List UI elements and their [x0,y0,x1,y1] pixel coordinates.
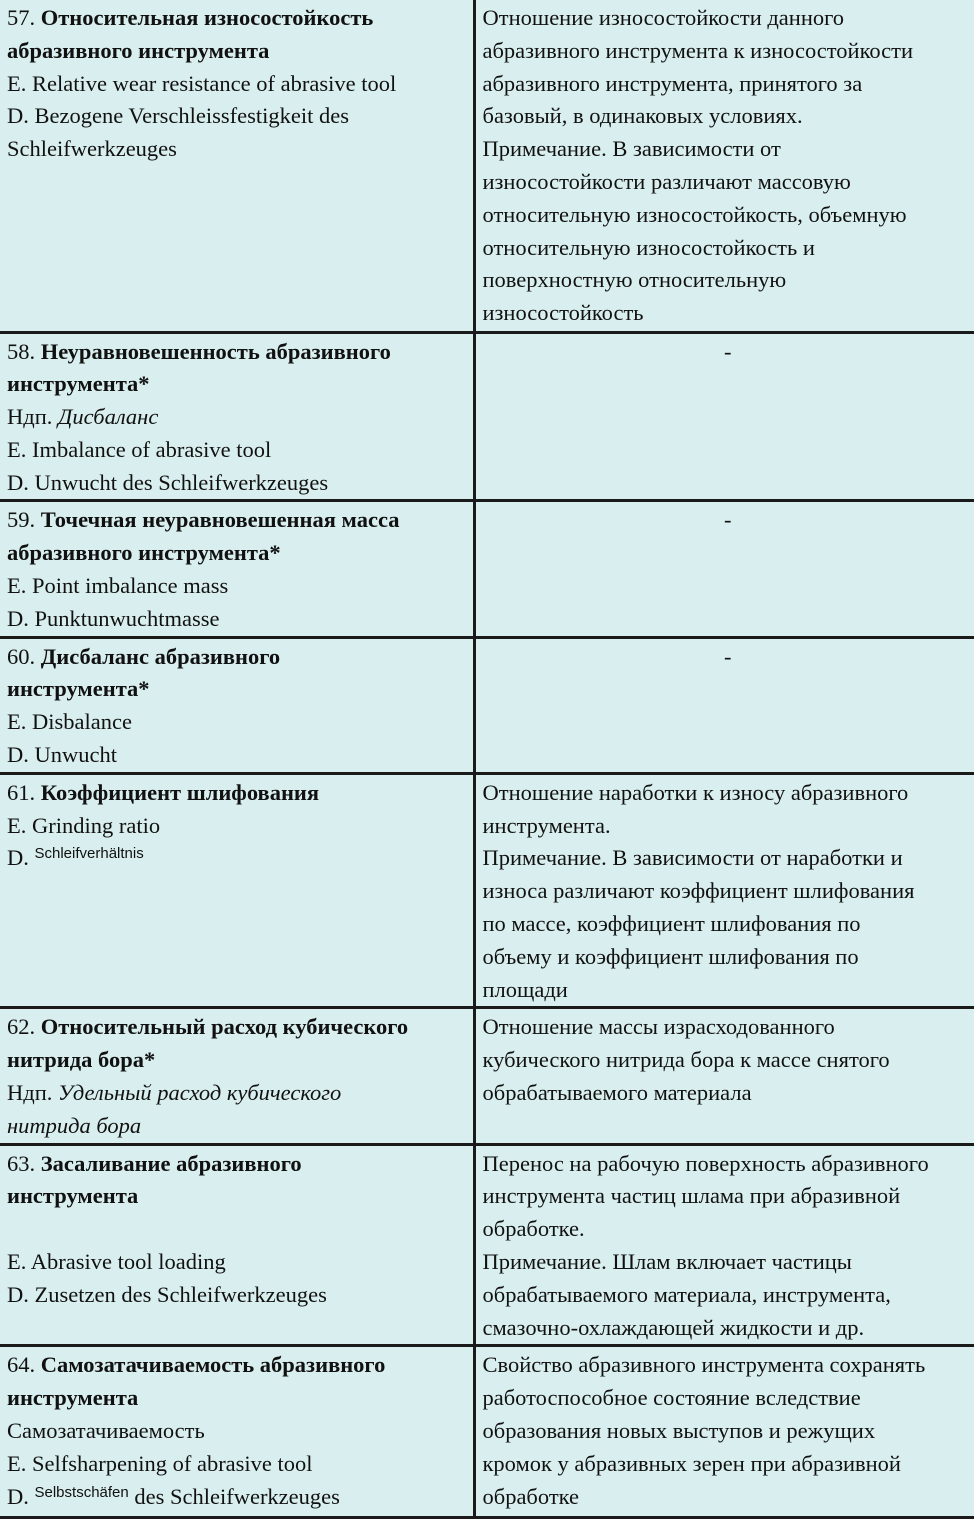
term-name: инструмента [7,1183,139,1209]
term-number: 63. [7,1150,36,1176]
definition-text: Отношение массы израсходованного [482,1014,835,1040]
definition-cell [474,637,974,773]
term-name: Относительная износостойкость [40,5,374,30]
english-term: E. Relative wear resistance of abrasive tool [7,70,397,96]
term-number: 64. [7,1352,36,1378]
term-name: Точечная неуравновешенная масса [40,507,400,533]
term-cell [0,0,474,332]
note-text: Примечание. Шлам включает частицы [482,1249,852,1275]
term-name: Относительный расход кубического [40,1014,409,1040]
term-name: Засаливание абразивного [40,1150,302,1176]
note-text: относительную износостойкость, объемную [482,201,907,227]
definition-text: Перенос на рабочую поверхность абразивного [482,1150,929,1176]
ndp-term: Дисбаланс [58,404,159,430]
term-name: Коэффициент шлифования [40,779,320,805]
german-prefix: D. [7,1483,29,1509]
definition-text: работоспособное состояние вследствие [482,1385,861,1411]
note-text: по массе, коэффициент шлифования по [482,911,861,937]
definition-text: кромок у абразивных зерен при абразивной [482,1450,901,1476]
note-text: объему и коэффициент шлифования по [482,943,859,969]
term-number: 59. [7,507,36,533]
definition-cell [474,501,974,637]
table-row [0,332,974,501]
german-term: D. Zusetzen des Schleifwerkzeuges [7,1281,327,1307]
definition-dash: - [724,643,732,669]
definition-text: инструмента. [482,812,611,838]
definition-text: образования новых выступов и режущих [482,1418,876,1443]
note-text: обрабатываемого материала, инструмента, [482,1281,891,1307]
ndp-label: Ндп. [7,1080,53,1106]
note-text: Примечание. В зависимости от наработки и [482,845,903,871]
term-cell [0,1144,474,1346]
term-number: 60. [7,643,36,669]
ndp-term: нитрида бора [7,1112,142,1138]
definition-cell [474,773,974,1008]
note-text: Примечание. В зависимости от [482,136,781,162]
table-row [0,1144,974,1346]
table-row [0,637,974,773]
note-text: смазочно-охлаждающей жидкости и др. [482,1314,865,1340]
english-term: E. Grinding ratio [7,812,161,838]
table-row [0,501,974,637]
english-term: E. Disbalance [7,709,132,735]
definition-dash: - [724,338,732,364]
term-name: Дисбаланс абразивного [40,643,281,669]
term-name: инструмента* [7,676,150,702]
term-number: 58. [7,338,36,364]
term-name: Неуравновешенность абразивного [40,338,391,364]
definition-text: Отношение износостойкости данного [482,5,845,30]
definition-text: инструмента частиц шлама при абразивной [482,1183,901,1209]
definition-text: абразивного инструмента, принятого за [482,70,863,96]
term-cell [0,1346,474,1518]
definition-cell [474,332,974,501]
spacer [7,1213,467,1246]
definition-cell [474,0,974,332]
table-row [0,1346,974,1518]
definition-text: кубического нитрида бора к массе снятого [482,1047,890,1073]
term-cell [0,773,474,1008]
term-number: 61. [7,779,36,805]
term-cell [0,637,474,773]
table-row [0,1008,974,1144]
english-term: E. Selfsharpening of abrasive tool [7,1450,313,1476]
definition-text: обработке [482,1483,580,1509]
note-text: относительную износостойкость и [482,234,815,260]
term-name: инструмента* [7,371,150,397]
term-cell [0,1008,474,1144]
definition-text: обрабатываемого материала [482,1080,752,1106]
ndp-label: Ндп. [7,404,53,430]
definition-cell [474,1144,974,1346]
term-number: 57. [7,5,36,30]
german-term: D. Unwucht [7,742,117,768]
note-text: износостойкости различают массовую [482,168,851,194]
definition-text: обработке. [482,1216,585,1242]
german-term: D. Unwucht des Schleifwerkzeuges [7,469,329,495]
term-name: абразивного инструмента* [7,540,281,566]
definition-text: Отношение наработки к износу абразивного [482,779,909,805]
note-text: площади [482,976,568,1002]
term-cell [0,501,474,637]
term-cell [0,332,474,501]
german-term: Schleifwerkzeuges [7,136,177,162]
note-text: поверхностную относительную [482,267,787,293]
german-term: D. Punktunwuchtmasse [7,605,220,631]
english-term: E. Point imbalance mass [7,573,229,599]
term-number: 62. [7,1014,36,1040]
definition-dash: - [724,507,732,533]
definition-cell [474,1346,974,1518]
term-name: инструмента [7,1385,139,1411]
note-text: износостойкость [482,300,644,326]
term-name: нитрида бора* [7,1047,156,1073]
term-name: Самозатачиваемость абразивного [40,1352,386,1378]
ndp-term: Удельный расход кубического [58,1080,342,1106]
note-text: износа различают коэффициент шлифования [482,878,915,904]
definition-text: Свойство абразивного инструмента сохранять [482,1352,926,1378]
german-prefix: D. [7,845,29,871]
german-term-suffix: des Schleifwerkzeuges [134,1483,340,1509]
synonym-term: Самозатачиваемость [7,1418,205,1443]
german-term: Selbstschäfen [34,1483,129,1501]
definition-text: базовый, в одинаковых условиях. [482,103,803,129]
german-term: D. Bezogene Verschleissfestigkeit des [7,103,349,129]
definition-cell [474,1008,974,1144]
table-row [0,0,974,332]
table-row [0,773,974,1008]
english-term: E. Abrasive tool loading [7,1249,226,1275]
german-term: Schleifverhältnis [34,845,144,863]
english-term: E. Imbalance of abrasive tool [7,436,272,462]
term-name: абразивного инструмента [7,37,270,63]
definition-text: абразивного инструмента к износостойкости [482,37,914,63]
